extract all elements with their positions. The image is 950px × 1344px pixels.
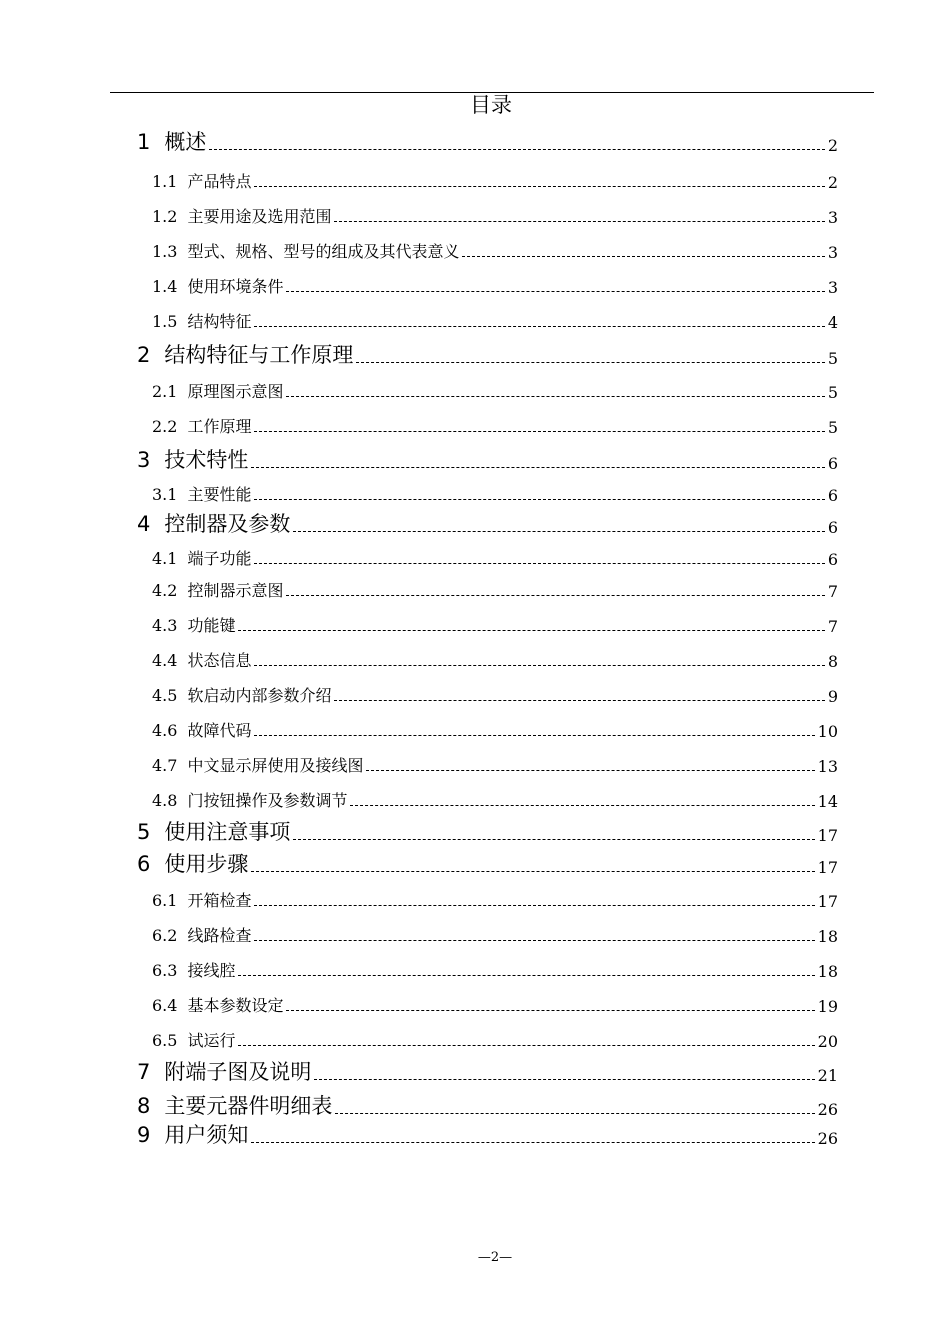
dot-leader — [254, 186, 824, 187]
toc-entry-title: 附端子图及说明 — [164, 1060, 312, 1084]
toc-entry-page: 19 — [817, 997, 838, 1016]
dot-leader — [356, 362, 824, 363]
toc-entry-title: 线路检查 — [187, 926, 252, 945]
dot-leader — [286, 396, 824, 397]
toc-entry-heading — [152, 312, 251, 332]
toc-entry[interactable] — [137, 815, 838, 845]
toc-entry-page: 18 — [817, 962, 838, 981]
toc-entry-title: 状态信息 — [187, 651, 252, 670]
toc-entry-heading — [152, 485, 251, 505]
toc-entry[interactable] — [137, 338, 838, 368]
toc-entry[interactable] — [152, 579, 838, 601]
toc-entry-number: 3 — [137, 448, 151, 472]
toc-entry-title: 原理图示意图 — [187, 382, 284, 401]
dot-leader — [251, 871, 814, 872]
toc-entry[interactable] — [152, 240, 838, 262]
toc-entry-number: 1.3 — [152, 242, 178, 261]
dot-leader — [350, 805, 814, 806]
toc-entry-number: 7 — [137, 1060, 151, 1084]
toc-entry-number: 4.3 — [152, 616, 178, 635]
toc-entry-heading — [152, 926, 251, 946]
dot-leader — [293, 839, 814, 840]
toc-entry-page: 5 — [827, 383, 838, 402]
toc-entry-number: 1.1 — [152, 172, 178, 191]
toc-entry-heading — [152, 961, 235, 981]
toc-entry-title: 结构特征与工作原理 — [164, 343, 354, 367]
toc-entry-heading — [152, 891, 251, 911]
dot-leader — [286, 1010, 814, 1011]
toc-entry[interactable] — [152, 649, 838, 671]
toc-entry-page: 13 — [817, 757, 838, 776]
toc-entry-title: 端子功能 — [187, 549, 252, 568]
toc-entry[interactable] — [152, 924, 838, 946]
toc-entry-title: 开箱检查 — [187, 891, 252, 910]
toc-entry-title: 使用环境条件 — [187, 277, 284, 296]
toc-entry-heading — [152, 616, 235, 636]
toc-entry-number: 1.4 — [152, 277, 178, 296]
toc-entry-page: 7 — [827, 582, 838, 601]
toc-entry[interactable] — [152, 380, 838, 402]
toc-entry-heading — [137, 129, 206, 155]
toc-entry[interactable] — [152, 684, 838, 706]
toc-entry-title: 使用注意事项 — [164, 820, 291, 844]
toc-entry-page: 7 — [827, 617, 838, 636]
toc-entry-page: 21 — [817, 1066, 838, 1085]
toc-entry-number: 6.4 — [152, 996, 178, 1015]
toc-entry-number: 1.5 — [152, 312, 178, 331]
toc-entry-heading — [152, 791, 347, 811]
toc-entry[interactable] — [152, 889, 838, 911]
toc-entry-heading — [137, 819, 290, 845]
toc-entry-heading — [137, 1093, 332, 1119]
toc-entry-heading — [152, 996, 283, 1016]
toc-entry-number: 6.5 — [152, 1031, 178, 1050]
toc-entry-title: 概述 — [164, 130, 207, 154]
toc-entry[interactable] — [137, 443, 838, 473]
toc-entry-title: 接线腔 — [187, 961, 236, 980]
toc-entry-page: 6 — [827, 550, 838, 569]
toc-entry-number: 4.2 — [152, 581, 178, 600]
dot-leader — [293, 531, 824, 532]
toc-entry-title: 用户须知 — [164, 1123, 249, 1147]
toc-entry[interactable] — [152, 415, 838, 437]
toc-entry-number: 4.8 — [152, 791, 178, 810]
toc-entry[interactable] — [137, 125, 838, 155]
toc-entry-heading — [152, 581, 283, 601]
toc-entry-title: 产品特点 — [187, 172, 252, 191]
toc-entry-page: 14 — [817, 792, 838, 811]
toc-entry-title: 中文显示屏使用及接线图 — [187, 756, 364, 775]
toc-entry-title: 型式、规格、型号的组成及其代表意义 — [187, 242, 460, 261]
toc-entry[interactable] — [152, 275, 838, 297]
dot-leader — [254, 563, 824, 564]
dot-leader — [251, 467, 824, 468]
dot-leader — [335, 1113, 814, 1114]
toc-entry-heading — [137, 342, 353, 368]
toc-entry-heading — [137, 851, 248, 877]
toc-entry[interactable] — [152, 994, 838, 1016]
toc-entry-title: 主要用途及选用范围 — [187, 207, 332, 226]
toc-entry-page: 26 — [817, 1100, 838, 1119]
toc-entry[interactable] — [137, 1055, 838, 1085]
dot-leader — [334, 221, 824, 222]
dot-leader — [462, 256, 824, 257]
toc-entry-title: 基本参数设定 — [187, 996, 284, 1015]
dot-leader — [334, 700, 824, 701]
toc-entry-number: 4.4 — [152, 651, 178, 670]
toc-entry[interactable] — [152, 959, 838, 981]
dot-leader — [286, 595, 824, 596]
dot-leader — [238, 1045, 814, 1046]
dot-leader — [366, 770, 814, 771]
dot-leader — [254, 665, 824, 666]
toc-entry-heading — [152, 1031, 235, 1051]
toc-entry-title: 使用步骤 — [164, 852, 249, 876]
dot-leader — [254, 326, 824, 327]
toc-entry-page: 10 — [817, 722, 838, 741]
toc-entry-title: 门按钮操作及参数调节 — [187, 791, 348, 810]
toc-entry[interactable] — [152, 310, 838, 332]
toc-entry-heading — [137, 1122, 248, 1148]
dot-leader — [238, 975, 814, 976]
dot-leader — [254, 499, 824, 500]
dot-leader — [254, 735, 814, 736]
toc-entry[interactable] — [152, 483, 838, 505]
toc-entry-page: 17 — [817, 858, 838, 877]
toc-entry-title: 主要元器件明细表 — [164, 1094, 333, 1118]
toc-entry-title: 控制器示意图 — [187, 581, 284, 600]
dot-leader — [254, 905, 814, 906]
dot-leader — [254, 940, 814, 941]
toc-entry-page: 5 — [827, 349, 838, 368]
toc-entry[interactable] — [152, 614, 838, 636]
toc-entry-number: 2 — [137, 343, 151, 367]
page-number-footer: —2— — [477, 1250, 513, 1265]
toc-entry-title: 软启动内部参数介绍 — [187, 686, 332, 705]
toc-entry-page: 3 — [827, 208, 838, 227]
toc-entry[interactable] — [152, 719, 838, 741]
toc-entry-heading — [152, 207, 331, 227]
toc-entry-page: 3 — [827, 243, 838, 262]
toc-entry-title: 试运行 — [187, 1031, 236, 1050]
toc-entry-number: 4.7 — [152, 756, 178, 775]
toc-entry-heading — [152, 382, 283, 402]
toc-entry-number: 3.1 — [152, 485, 178, 504]
toc-entry-number: 6.2 — [152, 926, 178, 945]
toc-entry-page: 20 — [817, 1032, 838, 1051]
dot-leader — [254, 431, 824, 432]
toc-entry[interactable] — [152, 1029, 838, 1051]
toc-entry-heading — [152, 277, 283, 297]
toc-entry-page: 26 — [817, 1129, 838, 1148]
toc-entry-heading — [152, 651, 251, 671]
toc-entry-heading — [152, 549, 251, 569]
toc-entry-page: 5 — [827, 418, 838, 437]
toc-entry-number: 4.6 — [152, 721, 178, 740]
toc-entry-page: 3 — [827, 278, 838, 297]
toc-entry-page: 2 — [827, 136, 838, 155]
toc-entry-page: 4 — [827, 313, 838, 332]
toc-entry-page: 18 — [817, 927, 838, 946]
toc-entry-number: 2.2 — [152, 417, 178, 436]
toc-entry-title: 故障代码 — [187, 721, 252, 740]
toc-entry-heading — [152, 417, 251, 437]
toc-entry-heading — [152, 721, 251, 741]
toc-title: 目录 — [470, 93, 512, 117]
toc-entry[interactable] — [137, 847, 838, 877]
toc-entry[interactable] — [152, 170, 838, 192]
toc-entry[interactable] — [152, 754, 838, 776]
toc-entry-heading — [137, 447, 248, 473]
toc-entry-number: 6.1 — [152, 891, 178, 910]
toc-entry[interactable] — [152, 205, 838, 227]
toc-entry-title: 技术特性 — [164, 448, 249, 472]
toc-entry[interactable] — [152, 547, 838, 569]
toc-entry-page: 9 — [827, 687, 838, 706]
toc-entry[interactable] — [137, 507, 838, 537]
toc-entry-heading — [137, 1059, 311, 1085]
toc-entry-heading — [152, 756, 363, 776]
toc-entry-number: 4.1 — [152, 549, 178, 568]
toc-entry-number: 2.1 — [152, 382, 178, 401]
toc-entry-page: 6 — [827, 486, 838, 505]
toc-entry-title: 结构特征 — [187, 312, 252, 331]
dot-leader — [286, 291, 824, 292]
dot-leader — [209, 149, 824, 150]
toc-entry-number: 6.3 — [152, 961, 178, 980]
toc-entry-number: 4.5 — [152, 686, 178, 705]
toc-entry-heading — [152, 242, 459, 262]
toc-entry-heading — [137, 511, 290, 537]
toc-entry-number: 9 — [137, 1123, 151, 1147]
toc-entry-page: 2 — [827, 173, 838, 192]
toc-entry-number: 6 — [137, 852, 151, 876]
toc-entry[interactable] — [152, 789, 838, 811]
toc-entry[interactable] — [137, 1089, 838, 1119]
toc-entry-heading — [152, 172, 251, 192]
toc-entry-title: 主要性能 — [187, 485, 252, 504]
toc-entry-number: 8 — [137, 1094, 151, 1118]
toc-entry-page: 6 — [827, 454, 838, 473]
dot-leader — [238, 630, 824, 631]
toc-entry-title: 功能键 — [187, 616, 236, 635]
toc-entry-page: 8 — [827, 652, 838, 671]
toc-entry-number: 4 — [137, 512, 151, 536]
toc-entry-title: 控制器及参数 — [164, 512, 291, 536]
toc-entry-number: 1 — [137, 130, 151, 154]
toc-entry[interactable] — [137, 1118, 838, 1148]
toc-entry-number: 5 — [137, 820, 151, 844]
dot-leader — [314, 1079, 814, 1080]
toc-entry-page: 6 — [827, 518, 838, 537]
toc-entry-number: 1.2 — [152, 207, 178, 226]
toc-entry-heading — [152, 686, 331, 706]
toc-entry-title: 工作原理 — [187, 417, 252, 436]
dot-leader — [251, 1142, 814, 1143]
toc-entry-page: 17 — [817, 892, 838, 911]
toc-entry-page: 17 — [817, 826, 838, 845]
